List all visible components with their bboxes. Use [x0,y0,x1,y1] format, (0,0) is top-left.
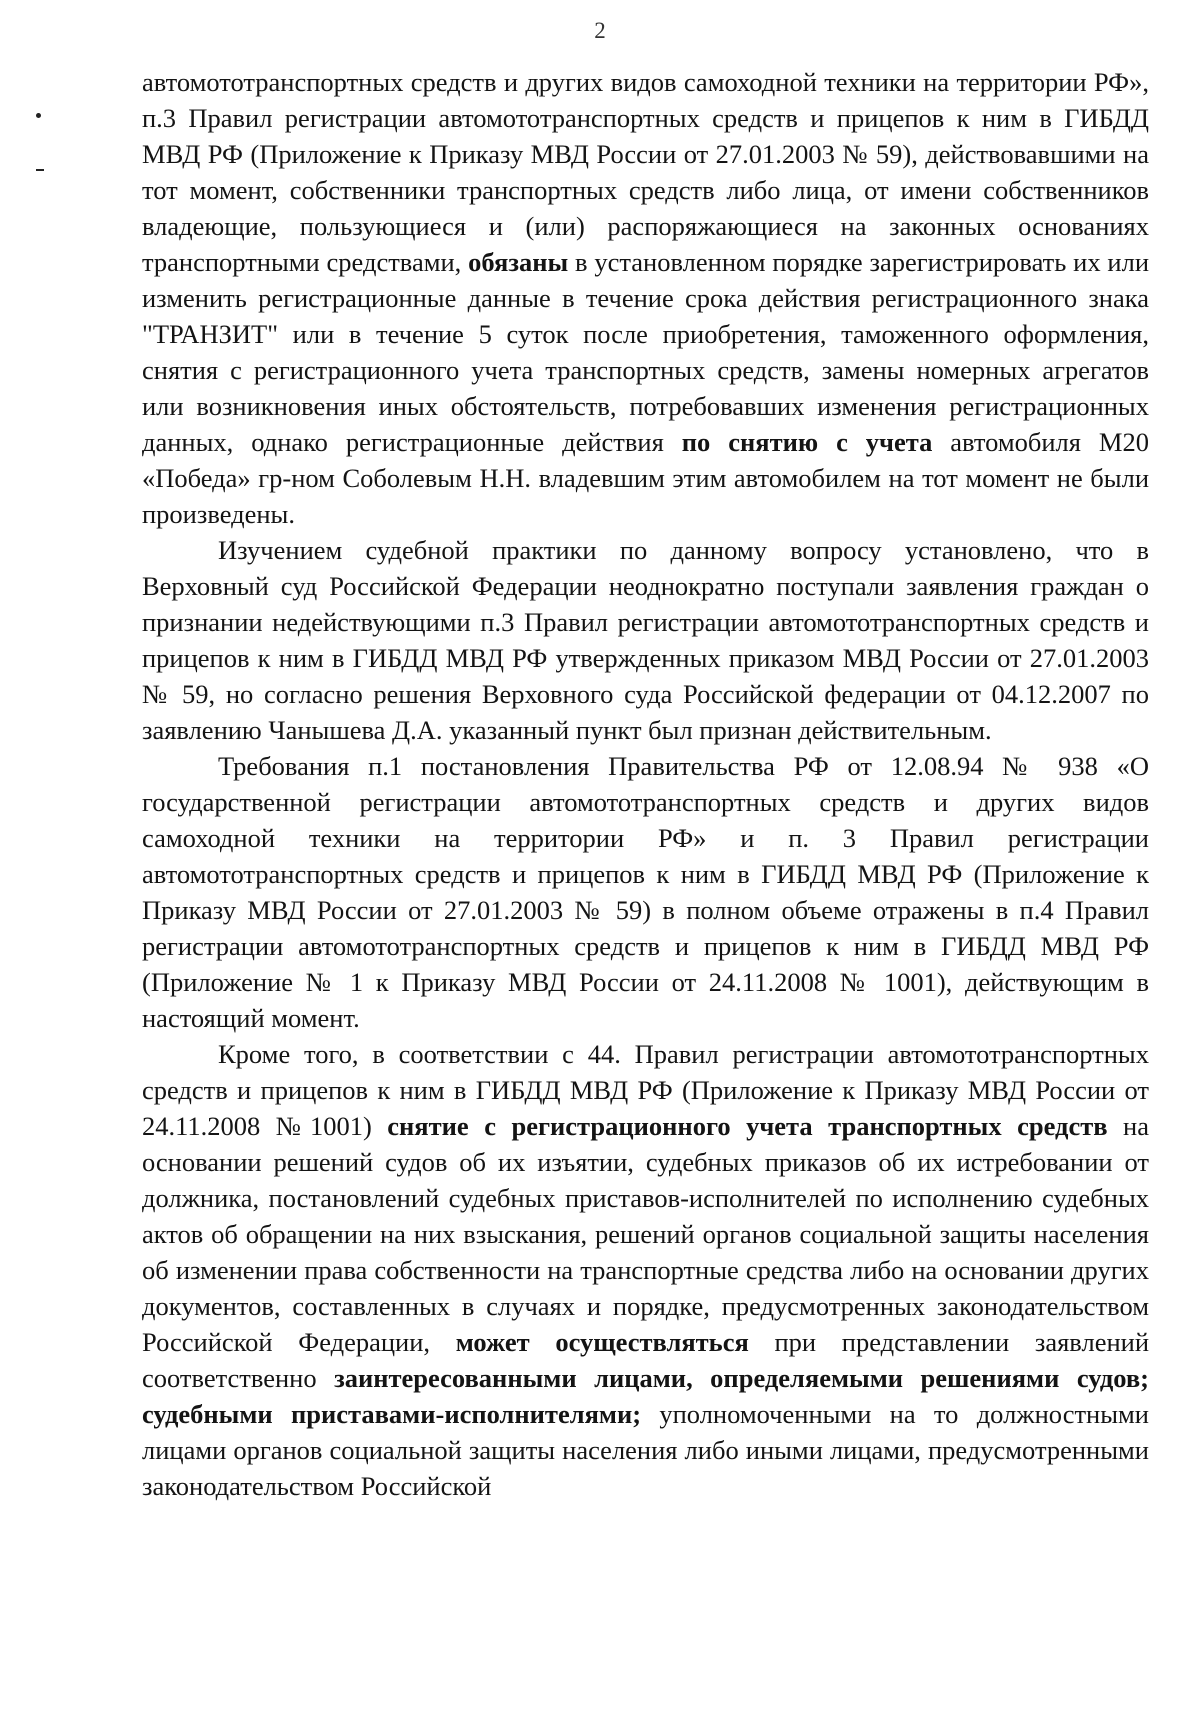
bold-text-run: снятие с регистрационного учета транспортных средств [387,1111,1108,1141]
text-run: Изучением судебной практики по данному вопросу установлено, что в Верховный суд Российской Федерации неоднократно поступали заявления граждан о признании недействующими п.3 Правил регистрации автомототранспортных средств и прицепов к ним в ГИБДД МВД РФ утвержденных приказом МВД России от 27.01.2003 № 59, но согласно решения Верховного суда Российской федерации от 04.12.2007 по заявлению Чанышева Д.А. указанный пункт был признан действительным. [142,535,1149,745]
bold-text-run: по снятию с учета [681,427,933,457]
text-run: Кроме того, в соответствии с 44. Правил регистрации автомототранспортных средств и прицепов к ним в ГИБДД МВД РФ (Приложение к Приказу МВД России от 24.11.2008 №1001) [142,1039,1149,1141]
paragraph-3 [142,748,1149,1036]
text-run: уполномоченными на то должностными лицами органов социальной защиты населения либо иными лицами, предусмотренными законодательством Российской [142,1399,1149,1501]
margin-dash-mark [36,169,44,171]
page-number: 2 [594,18,606,43]
paragraph-2 [142,532,1149,748]
bold-text-run: заинтересованными лицами, определяемыми решениями судов; судебными приставами-исполнителями; [142,1363,1149,1429]
bold-text-run: обязаны [468,247,569,277]
text-run: автомобиля М20 «Победа» гр-ном Соболевым Н.Н. владевшим этим автомобилем на тот момент не были произведены. [142,427,1149,529]
text-run: на основании решений судов об их изъятии, судебных приказов об их истребовании от должника, постановлений судебных приставов-исполнителей по исполнению судебных актов об обращении на них взыскания, решений органов социальной защиты населения об изменении права собственности на транспортные средства либо на основании других документов, составленных в случаях и порядке, предусмотренных законодательством Российской Федерации, [142,1111,1149,1357]
paragraph-1 [142,64,1149,532]
paragraph-4 [142,1036,1149,1504]
text-run: автомототранспортных средств и других видов самоходной техники на территории РФ», п.3 Правил регистрации автомототранспортных средств и прицепов к ним в ГИБДД МВД РФ (Приложение к Приказу МВД России от 27.01.2003 № 59), действовавшими на тот момент, собственники транспортных средств либо лица, от имени собственников владеющие, пользующиеся и (или) распоряжающиеся на законных основаниях транспортными средствами, [142,67,1149,277]
margin-dot-mark [36,113,41,118]
text-run: при представлении заявлений соответственно [142,1327,1149,1393]
text-run: в установленном порядке зарегистрировать их или изменить регистрационные данные в течение срока действия регистрационного знака "ТРАНЗИТ" или в течение 5 суток после приобретения, таможенного оформления, снятия с регистрационного учета транспортных средств, замены номерных агрегатов или возникновения иных обстоятельств, потребовавших изменения регистрационных данных, однако регистрационные действия [142,247,1149,457]
document-body [142,64,1149,1504]
text-run: Требования п.1 постановления Правительства РФ от 12.08.94 № 938 «О государственной регистрации автомототранспортных средств и других видов самоходной техники на территории РФ» и п. 3 Правил регистрации автомототранспортных средств и прицепов к ним в ГИБДД МВД РФ (Приложение к Приказу МВД России от 27.01.2003 № 59) в полном объеме отражены в п.4 Правил регистрации автомототранспортных средств и прицепов к ним в ГИБДД МВД РФ (Приложение № 1 к Приказу МВД России от 24.11.2008 № 1001), действующим в настоящий момент. [142,751,1149,1033]
bold-text-run: может осуществляться [455,1327,749,1357]
